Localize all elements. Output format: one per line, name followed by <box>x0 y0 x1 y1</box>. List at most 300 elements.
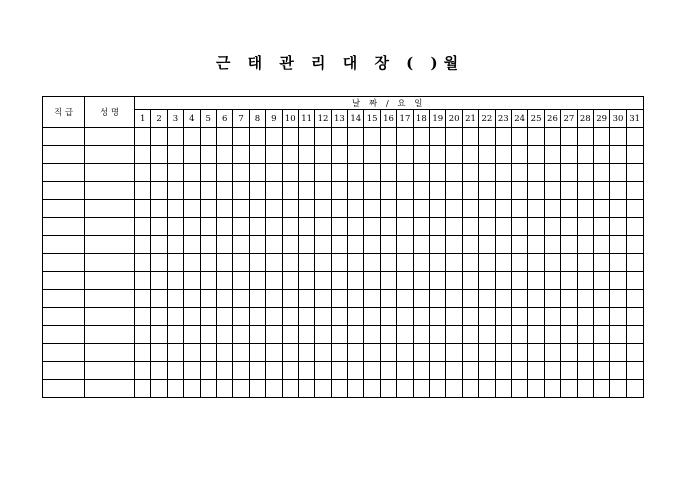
day-cell[interactable] <box>462 308 478 326</box>
day-cell[interactable] <box>364 164 380 182</box>
day-cell[interactable] <box>544 344 560 362</box>
day-cell[interactable] <box>544 254 560 272</box>
day-cell[interactable] <box>495 308 511 326</box>
day-cell[interactable] <box>495 236 511 254</box>
day-cell[interactable] <box>233 380 249 398</box>
day-cell[interactable] <box>331 326 347 344</box>
day-cell[interactable] <box>511 380 527 398</box>
rank-cell[interactable] <box>43 254 85 272</box>
day-cell[interactable] <box>315 164 331 182</box>
day-cell[interactable] <box>593 380 609 398</box>
day-cell[interactable] <box>298 128 314 146</box>
day-cell[interactable] <box>446 182 462 200</box>
day-cell[interactable] <box>397 182 413 200</box>
day-cell[interactable] <box>266 380 282 398</box>
day-cell[interactable] <box>511 290 527 308</box>
day-cell[interactable] <box>266 272 282 290</box>
rank-cell[interactable] <box>43 182 85 200</box>
day-cell[interactable] <box>397 344 413 362</box>
day-cell[interactable] <box>184 164 200 182</box>
day-cell[interactable] <box>610 128 626 146</box>
day-cell[interactable] <box>184 362 200 380</box>
day-cell[interactable] <box>577 128 593 146</box>
day-cell[interactable] <box>151 254 167 272</box>
day-cell[interactable] <box>528 200 544 218</box>
day-cell[interactable] <box>626 218 643 236</box>
day-cell[interactable] <box>544 326 560 344</box>
day-cell[interactable] <box>413 236 429 254</box>
day-cell[interactable] <box>167 218 183 236</box>
day-cell[interactable] <box>364 344 380 362</box>
day-cell[interactable] <box>298 380 314 398</box>
day-cell[interactable] <box>495 200 511 218</box>
day-cell[interactable] <box>364 218 380 236</box>
day-cell[interactable] <box>216 308 232 326</box>
day-cell[interactable] <box>380 290 396 308</box>
day-cell[interactable] <box>266 308 282 326</box>
day-cell[interactable] <box>266 218 282 236</box>
day-cell[interactable] <box>184 254 200 272</box>
name-cell[interactable] <box>85 326 135 344</box>
day-cell[interactable] <box>167 308 183 326</box>
day-cell[interactable] <box>282 236 298 254</box>
day-cell[interactable] <box>462 290 478 308</box>
day-cell[interactable] <box>282 290 298 308</box>
day-cell[interactable] <box>397 146 413 164</box>
day-cell[interactable] <box>249 308 265 326</box>
day-cell[interactable] <box>135 200 151 218</box>
day-cell[interactable] <box>167 164 183 182</box>
day-cell[interactable] <box>544 128 560 146</box>
day-cell[interactable] <box>380 326 396 344</box>
day-cell[interactable] <box>151 326 167 344</box>
day-cell[interactable] <box>233 200 249 218</box>
day-cell[interactable] <box>462 344 478 362</box>
rank-cell[interactable] <box>43 146 85 164</box>
day-cell[interactable] <box>593 146 609 164</box>
day-cell[interactable] <box>200 146 216 164</box>
day-cell[interactable] <box>577 254 593 272</box>
day-cell[interactable] <box>397 308 413 326</box>
day-cell[interactable] <box>184 182 200 200</box>
day-cell[interactable] <box>216 272 232 290</box>
name-cell[interactable] <box>85 182 135 200</box>
day-cell[interactable] <box>610 362 626 380</box>
day-cell[interactable] <box>430 182 446 200</box>
day-cell[interactable] <box>430 146 446 164</box>
day-cell[interactable] <box>495 362 511 380</box>
day-cell[interactable] <box>348 218 364 236</box>
day-cell[interactable] <box>610 200 626 218</box>
day-cell[interactable] <box>249 218 265 236</box>
day-cell[interactable] <box>479 254 495 272</box>
day-cell[interactable] <box>380 308 396 326</box>
day-cell[interactable] <box>233 236 249 254</box>
day-cell[interactable] <box>298 308 314 326</box>
day-cell[interactable] <box>528 326 544 344</box>
day-cell[interactable] <box>462 218 478 236</box>
day-cell[interactable] <box>561 200 577 218</box>
day-cell[interactable] <box>479 200 495 218</box>
day-cell[interactable] <box>348 290 364 308</box>
day-cell[interactable] <box>593 182 609 200</box>
day-cell[interactable] <box>626 380 643 398</box>
day-cell[interactable] <box>593 128 609 146</box>
day-cell[interactable] <box>610 218 626 236</box>
day-cell[interactable] <box>233 362 249 380</box>
day-cell[interactable] <box>397 218 413 236</box>
day-cell[interactable] <box>561 290 577 308</box>
day-cell[interactable] <box>561 344 577 362</box>
day-cell[interactable] <box>544 308 560 326</box>
day-cell[interactable] <box>233 164 249 182</box>
day-cell[interactable] <box>413 272 429 290</box>
day-cell[interactable] <box>364 380 380 398</box>
day-cell[interactable] <box>446 236 462 254</box>
day-cell[interactable] <box>151 164 167 182</box>
day-cell[interactable] <box>348 200 364 218</box>
day-cell[interactable] <box>216 344 232 362</box>
day-cell[interactable] <box>462 200 478 218</box>
day-cell[interactable] <box>282 272 298 290</box>
day-cell[interactable] <box>331 146 347 164</box>
day-cell[interactable] <box>413 308 429 326</box>
day-cell[interactable] <box>135 362 151 380</box>
day-cell[interactable] <box>561 308 577 326</box>
day-cell[interactable] <box>151 200 167 218</box>
day-cell[interactable] <box>233 254 249 272</box>
day-cell[interactable] <box>577 380 593 398</box>
day-cell[interactable] <box>380 182 396 200</box>
day-cell[interactable] <box>167 380 183 398</box>
day-cell[interactable] <box>495 272 511 290</box>
day-cell[interactable] <box>511 344 527 362</box>
day-cell[interactable] <box>364 236 380 254</box>
day-cell[interactable] <box>413 146 429 164</box>
day-cell[interactable] <box>348 164 364 182</box>
day-cell[interactable] <box>200 344 216 362</box>
day-cell[interactable] <box>282 146 298 164</box>
day-cell[interactable] <box>298 218 314 236</box>
day-cell[interactable] <box>348 146 364 164</box>
day-cell[interactable] <box>397 200 413 218</box>
day-cell[interactable] <box>380 164 396 182</box>
day-cell[interactable] <box>249 326 265 344</box>
day-cell[interactable] <box>331 290 347 308</box>
day-cell[interactable] <box>167 128 183 146</box>
day-cell[interactable] <box>479 236 495 254</box>
day-cell[interactable] <box>380 272 396 290</box>
day-cell[interactable] <box>462 164 478 182</box>
day-cell[interactable] <box>495 164 511 182</box>
day-cell[interactable] <box>511 146 527 164</box>
day-cell[interactable] <box>151 146 167 164</box>
day-cell[interactable] <box>626 128 643 146</box>
day-cell[interactable] <box>462 236 478 254</box>
day-cell[interactable] <box>610 344 626 362</box>
day-cell[interactable] <box>479 380 495 398</box>
day-cell[interactable] <box>462 326 478 344</box>
day-cell[interactable] <box>282 200 298 218</box>
day-cell[interactable] <box>266 182 282 200</box>
day-cell[interactable] <box>200 272 216 290</box>
day-cell[interactable] <box>610 164 626 182</box>
day-cell[interactable] <box>626 344 643 362</box>
day-cell[interactable] <box>511 236 527 254</box>
day-cell[interactable] <box>331 254 347 272</box>
day-cell[interactable] <box>167 182 183 200</box>
day-cell[interactable] <box>610 146 626 164</box>
day-cell[interactable] <box>348 308 364 326</box>
day-cell[interactable] <box>216 164 232 182</box>
day-cell[interactable] <box>446 200 462 218</box>
rank-cell[interactable] <box>43 326 85 344</box>
day-cell[interactable] <box>462 380 478 398</box>
day-cell[interactable] <box>528 218 544 236</box>
day-cell[interactable] <box>610 308 626 326</box>
day-cell[interactable] <box>135 236 151 254</box>
day-cell[interactable] <box>364 272 380 290</box>
day-cell[interactable] <box>577 200 593 218</box>
day-cell[interactable] <box>200 200 216 218</box>
day-cell[interactable] <box>135 182 151 200</box>
day-cell[interactable] <box>561 380 577 398</box>
day-cell[interactable] <box>528 344 544 362</box>
day-cell[interactable] <box>577 182 593 200</box>
day-cell[interactable] <box>528 290 544 308</box>
day-cell[interactable] <box>184 236 200 254</box>
day-cell[interactable] <box>380 380 396 398</box>
rank-cell[interactable] <box>43 362 85 380</box>
day-cell[interactable] <box>233 218 249 236</box>
day-cell[interactable] <box>298 236 314 254</box>
day-cell[interactable] <box>184 380 200 398</box>
day-cell[interactable] <box>626 236 643 254</box>
day-cell[interactable] <box>495 380 511 398</box>
day-cell[interactable] <box>528 362 544 380</box>
day-cell[interactable] <box>479 344 495 362</box>
day-cell[interactable] <box>626 200 643 218</box>
day-cell[interactable] <box>249 272 265 290</box>
day-cell[interactable] <box>233 146 249 164</box>
day-cell[interactable] <box>479 146 495 164</box>
day-cell[interactable] <box>626 164 643 182</box>
day-cell[interactable] <box>462 128 478 146</box>
day-cell[interactable] <box>151 308 167 326</box>
day-cell[interactable] <box>135 146 151 164</box>
day-cell[interactable] <box>249 362 265 380</box>
day-cell[interactable] <box>151 236 167 254</box>
day-cell[interactable] <box>397 164 413 182</box>
name-cell[interactable] <box>85 254 135 272</box>
day-cell[interactable] <box>298 164 314 182</box>
day-cell[interactable] <box>331 200 347 218</box>
rank-cell[interactable] <box>43 218 85 236</box>
rank-cell[interactable] <box>43 128 85 146</box>
day-cell[interactable] <box>348 128 364 146</box>
day-cell[interactable] <box>249 182 265 200</box>
day-cell[interactable] <box>298 344 314 362</box>
day-cell[interactable] <box>479 272 495 290</box>
day-cell[interactable] <box>626 254 643 272</box>
day-cell[interactable] <box>413 254 429 272</box>
day-cell[interactable] <box>479 362 495 380</box>
day-cell[interactable] <box>364 362 380 380</box>
day-cell[interactable] <box>561 182 577 200</box>
day-cell[interactable] <box>216 146 232 164</box>
day-cell[interactable] <box>413 344 429 362</box>
name-cell[interactable] <box>85 308 135 326</box>
day-cell[interactable] <box>315 236 331 254</box>
name-cell[interactable] <box>85 380 135 398</box>
day-cell[interactable] <box>430 362 446 380</box>
day-cell[interactable] <box>200 290 216 308</box>
day-cell[interactable] <box>561 272 577 290</box>
day-cell[interactable] <box>380 254 396 272</box>
day-cell[interactable] <box>462 254 478 272</box>
day-cell[interactable] <box>430 200 446 218</box>
day-cell[interactable] <box>216 290 232 308</box>
day-cell[interactable] <box>266 128 282 146</box>
day-cell[interactable] <box>446 128 462 146</box>
day-cell[interactable] <box>430 272 446 290</box>
rank-cell[interactable] <box>43 164 85 182</box>
day-cell[interactable] <box>511 128 527 146</box>
day-cell[interactable] <box>167 272 183 290</box>
day-cell[interactable] <box>266 290 282 308</box>
day-cell[interactable] <box>298 182 314 200</box>
day-cell[interactable] <box>430 380 446 398</box>
day-cell[interactable] <box>364 146 380 164</box>
day-cell[interactable] <box>495 344 511 362</box>
day-cell[interactable] <box>593 236 609 254</box>
day-cell[interactable] <box>610 236 626 254</box>
day-cell[interactable] <box>331 272 347 290</box>
day-cell[interactable] <box>266 236 282 254</box>
day-cell[interactable] <box>593 218 609 236</box>
day-cell[interactable] <box>298 200 314 218</box>
name-cell[interactable] <box>85 218 135 236</box>
day-cell[interactable] <box>167 362 183 380</box>
day-cell[interactable] <box>495 218 511 236</box>
day-cell[interactable] <box>348 380 364 398</box>
day-cell[interactable] <box>249 344 265 362</box>
day-cell[interactable] <box>135 254 151 272</box>
day-cell[interactable] <box>479 308 495 326</box>
day-cell[interactable] <box>626 272 643 290</box>
day-cell[interactable] <box>249 146 265 164</box>
day-cell[interactable] <box>315 308 331 326</box>
day-cell[interactable] <box>298 272 314 290</box>
day-cell[interactable] <box>331 380 347 398</box>
day-cell[interactable] <box>151 128 167 146</box>
day-cell[interactable] <box>593 308 609 326</box>
day-cell[interactable] <box>528 380 544 398</box>
day-cell[interactable] <box>282 326 298 344</box>
day-cell[interactable] <box>282 182 298 200</box>
day-cell[interactable] <box>511 254 527 272</box>
day-cell[interactable] <box>315 146 331 164</box>
day-cell[interactable] <box>577 326 593 344</box>
day-cell[interactable] <box>380 236 396 254</box>
day-cell[interactable] <box>200 182 216 200</box>
day-cell[interactable] <box>479 326 495 344</box>
day-cell[interactable] <box>249 200 265 218</box>
day-cell[interactable] <box>200 362 216 380</box>
day-cell[interactable] <box>495 182 511 200</box>
day-cell[interactable] <box>413 326 429 344</box>
name-cell[interactable] <box>85 164 135 182</box>
day-cell[interactable] <box>528 146 544 164</box>
day-cell[interactable] <box>167 290 183 308</box>
day-cell[interactable] <box>233 344 249 362</box>
day-cell[interactable] <box>315 362 331 380</box>
day-cell[interactable] <box>561 146 577 164</box>
day-cell[interactable] <box>151 290 167 308</box>
day-cell[interactable] <box>266 326 282 344</box>
rank-cell[interactable] <box>43 308 85 326</box>
day-cell[interactable] <box>511 200 527 218</box>
day-cell[interactable] <box>462 146 478 164</box>
day-cell[interactable] <box>380 362 396 380</box>
day-cell[interactable] <box>331 362 347 380</box>
day-cell[interactable] <box>135 380 151 398</box>
day-cell[interactable] <box>331 344 347 362</box>
rank-cell[interactable] <box>43 236 85 254</box>
day-cell[interactable] <box>528 236 544 254</box>
day-cell[interactable] <box>364 326 380 344</box>
day-cell[interactable] <box>593 362 609 380</box>
day-cell[interactable] <box>135 290 151 308</box>
day-cell[interactable] <box>544 218 560 236</box>
day-cell[interactable] <box>561 164 577 182</box>
day-cell[interactable] <box>593 254 609 272</box>
day-cell[interactable] <box>233 272 249 290</box>
day-cell[interactable] <box>282 380 298 398</box>
day-cell[interactable] <box>282 344 298 362</box>
day-cell[interactable] <box>282 362 298 380</box>
day-cell[interactable] <box>348 254 364 272</box>
day-cell[interactable] <box>298 326 314 344</box>
name-cell[interactable] <box>85 344 135 362</box>
day-cell[interactable] <box>577 236 593 254</box>
day-cell[interactable] <box>413 380 429 398</box>
day-cell[interactable] <box>167 326 183 344</box>
day-cell[interactable] <box>266 344 282 362</box>
day-cell[interactable] <box>397 362 413 380</box>
day-cell[interactable] <box>184 308 200 326</box>
day-cell[interactable] <box>331 218 347 236</box>
day-cell[interactable] <box>380 344 396 362</box>
day-cell[interactable] <box>184 128 200 146</box>
name-cell[interactable] <box>85 290 135 308</box>
day-cell[interactable] <box>446 272 462 290</box>
day-cell[interactable] <box>184 344 200 362</box>
day-cell[interactable] <box>544 236 560 254</box>
day-cell[interactable] <box>216 128 232 146</box>
day-cell[interactable] <box>479 218 495 236</box>
day-cell[interactable] <box>135 128 151 146</box>
day-cell[interactable] <box>315 200 331 218</box>
day-cell[interactable] <box>266 146 282 164</box>
day-cell[interactable] <box>233 290 249 308</box>
day-cell[interactable] <box>593 272 609 290</box>
day-cell[interactable] <box>249 128 265 146</box>
day-cell[interactable] <box>413 218 429 236</box>
name-cell[interactable] <box>85 146 135 164</box>
day-cell[interactable] <box>413 128 429 146</box>
day-cell[interactable] <box>315 272 331 290</box>
